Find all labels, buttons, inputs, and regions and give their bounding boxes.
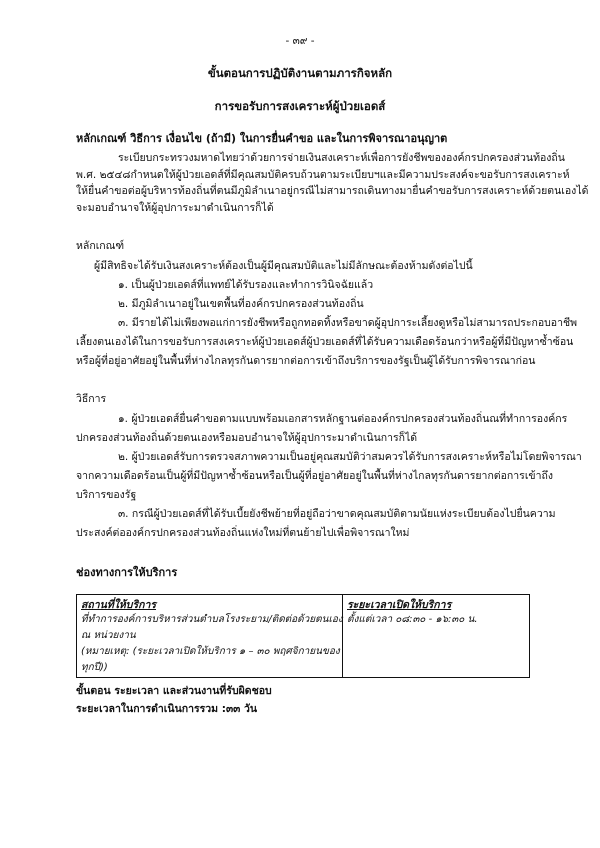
place-line-4: ทุกปี))	[81, 662, 108, 673]
intro-line-1: ระเบียบกระทรวงมหาดไทยว่าด้วยการจ่ายเงินสงเคราะห์เพื่อการยังชีพขององค์กรปกครองส่วนท้องถิ่น	[118, 152, 565, 164]
intro-line-2: พ.ศ. ๒๕๔๘กำหนดให้ผู้ป่วยเอดส์ที่มีคุณสมบัติครบถ้วนตามระเบียบฯและมีความประสงค์จะขอรับการสงเคราะห์	[76, 169, 570, 181]
criteria-item-3: ๓. มีรายได้ไม่เพียงพอแก่การยังชีพหรือถูกทอดทิ้งหรือขาดผู้อุปการะเลี้ยงดูหรือไม่สามารถประกอบอาชีพ	[118, 317, 578, 329]
page-title: ขั้นตอนการปฏิบัติงานตามภารกิจหลัก	[207, 66, 393, 80]
place-line-2: ณ หน่วยงาน	[81, 630, 136, 641]
method-item-3: ๓. กรณีผู้ป่วยเอดส์ที่ได้รับเบี้ยยังชีพย้ายที่อยู่ถือว่าขาดคุณสมบัติตามนัยแห่งระเบียบต้องไปยื่นความ	[118, 508, 556, 520]
criteria-line: ผู้มีสิทธิจะได้รับเงินสงเคราะห์ต้องเป็นผู้มีคุณสมบัติและไม่มีลักษณะต้องห้ามดังต่อไปนี้	[94, 260, 473, 272]
intro-line-3: ให้ยื่นคำขอต่อผู้บริหารท้องถิ่นที่ตนมีภูมิลำเนาอยู่กรณีไม่สามารถเดินทางมายื่นคำขอรับการสงเคราะห์ด้วยตนเองได้	[76, 185, 589, 197]
hours-header: ระยะเวลาเปิดให้บริการ	[347, 599, 452, 611]
place-line-1: ที่ทำการองค์การบริหารส่วนตำบลโรงระยาม/ติดต่อด้วยตนเอง	[81, 614, 343, 625]
steps-heading: ขั้นตอน ระยะเวลา และส่วนงานที่รับผิดชอบ	[76, 685, 272, 697]
criteria-item-1: ๑. เป็นผู้ป่วยเอดส์ที่แพทย์ได้รับรองและทำการวินิจฉัยแล้ว	[118, 279, 374, 291]
criteria-item-2: ๒. มีภูมิลำเนาอยู่ในเขตพื้นที่องค์กรปกครองส่วนท้องถิ่น	[118, 298, 364, 310]
criteria-item-3-end: หรือผู้ที่อยู่อาศัยอยู่ในพื้นที่ห่างไกลทุรกันดารยากต่อการเข้าถึงบริการของรัฐเป็นผู้ได้รับการพิจารณาก่อน	[76, 355, 536, 367]
method-item-2-cont: จากความเดือดร้อนเป็นผู้ที่มีปัญหาซ้ำซ้อนหรือเป็นผู้ที่อยู่อาศัยอยู่ในพื้นที่ห่างไกลทุรกันดารยากต่อการเข้าถึง	[76, 470, 553, 482]
place-header: สถานที่ให้บริการ	[81, 599, 157, 611]
criteria-label: หลักเกณฑ์	[76, 240, 125, 252]
method-item-2-end: บริการของรัฐ	[76, 489, 137, 501]
service-table	[76, 594, 530, 678]
method-label: วิธีการ	[76, 393, 107, 405]
criteria-heading: หลักเกณฑ์ วิธีการ เงื่อนไข (ถ้ามี) ในการยื่นคำขอ และในการพิจารณาอนุญาต	[76, 132, 448, 145]
criteria-item-3-cont: เลี้ยงตนเองได้ในการขอรับการสงเคราะห์ผู้ป่วยเอดส์ผู้ป่วยเอดส์ที่ได้รับความเดือดร้อนกว่าหรือผู้ที่มีปัญหาซ้ำซ้อน	[76, 336, 574, 348]
page-number: - ๓๙ -	[285, 35, 315, 47]
method-item-3-cont: ประสงค์ต่อองค์กรปกครองส่วนท้องถิ่นแห่งใหม่ที่ตนย้ายไปเพื่อพิจารณาใหม่	[76, 527, 410, 539]
service-table-divider	[342, 595, 343, 677]
hours-value: ตั้งแต่เวลา ๐๘:๓๐ - ๑๖:๓๐ น.	[347, 614, 478, 625]
method-item-1: ๑. ผู้ป่วยเอดส์ยื่นคำขอตามแบบพร้อมเอกสารหลักฐานต่อองค์กรปกครองส่วนท้องถิ่นณที่ทำการองค์กร	[118, 413, 568, 425]
place-line-3: (หมายเหตุ: (ระยะเวลาเปิดให้บริการ ๑ – ๓๐ พฤศจิกายนของ	[81, 646, 340, 657]
method-item-2: ๒. ผู้ป่วยเอดส์รับการตรวจสภาพความเป็นอยู่คุณสมบัติว่าสมควรได้รับการสงเคราะห์หรือไม่โดยพิจารณา	[118, 451, 582, 463]
intro-line-4: จะมอบอำนาจให้ผู้อุปการะมาดำเนินการก็ได้	[76, 202, 274, 214]
channels-heading: ช่องทางการให้บริการ	[76, 566, 178, 579]
total-time: ระยะเวลาในการดำเนินการรวม :๓๓ วัน	[76, 703, 258, 715]
page-subtitle: การขอรับการสงเคราะห์ผู้ป่วยเอดส์	[214, 99, 386, 113]
method-item-1-cont: ปกครองส่วนท้องถิ่นด้วยตนเองหรือมอบอำนาจให้ผู้อุปการะมาดำเนินการก็ได้	[76, 432, 418, 444]
